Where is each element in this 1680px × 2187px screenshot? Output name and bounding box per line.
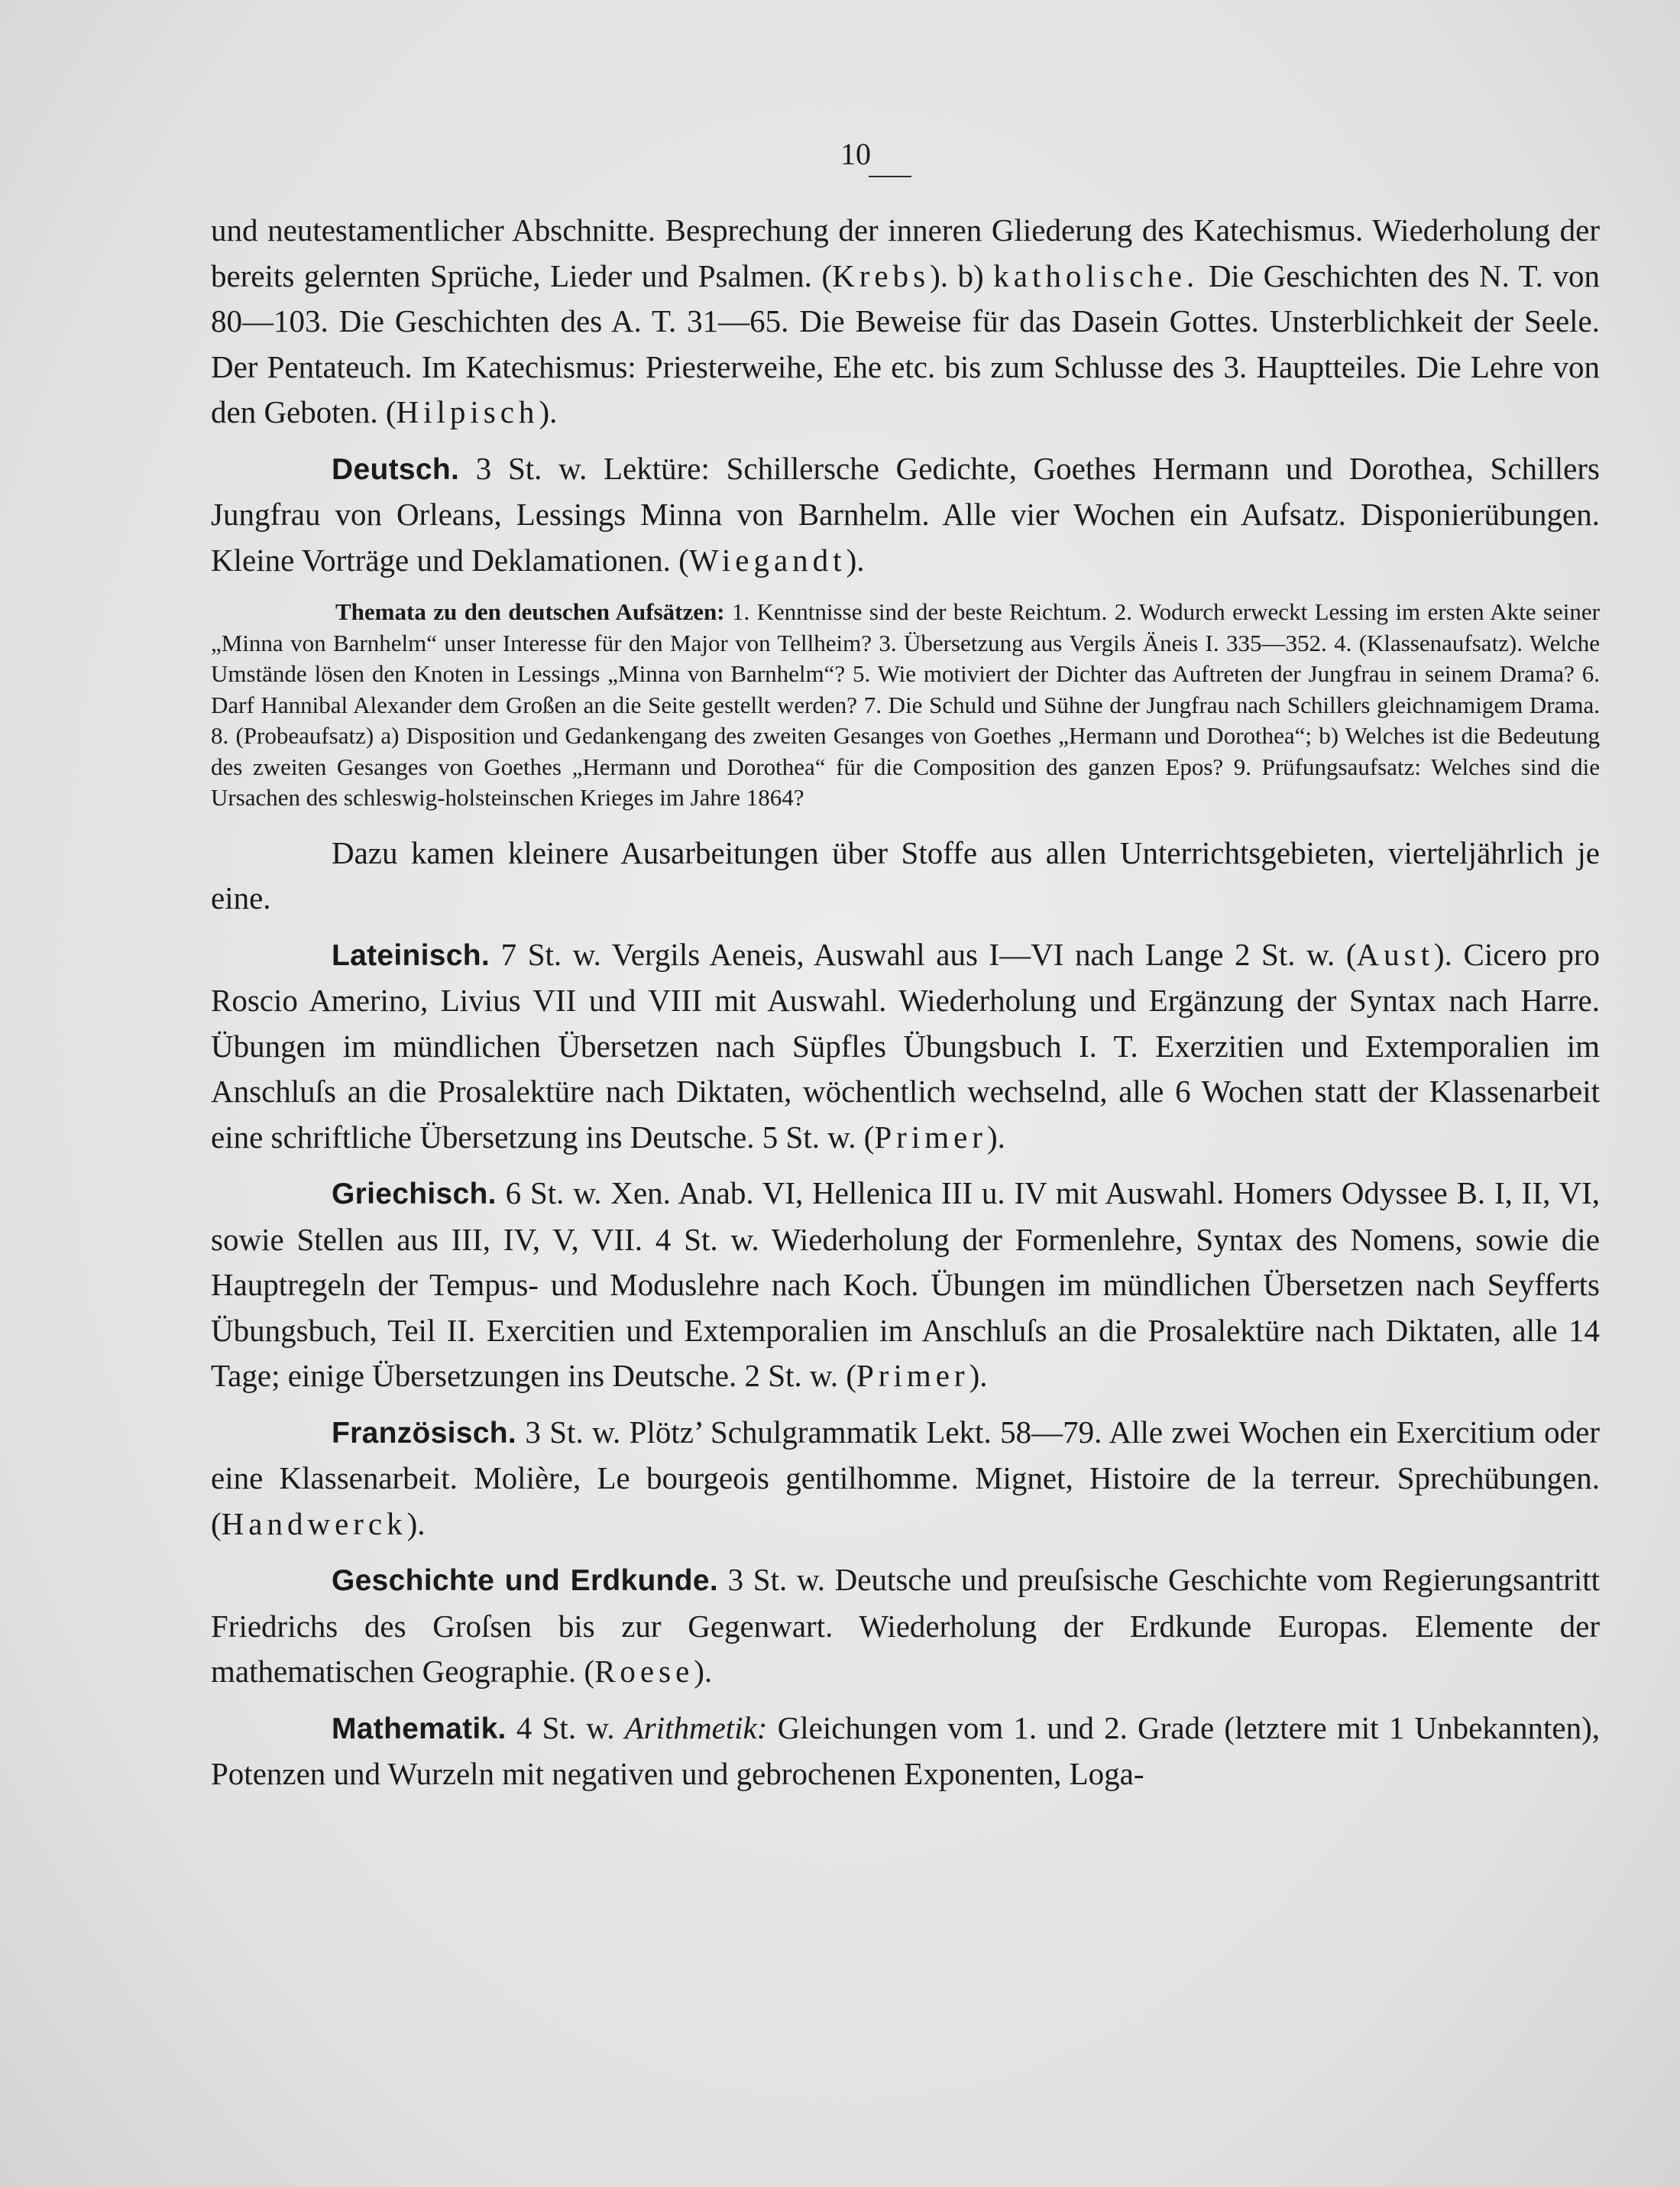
text-run: 4 St. w. <box>506 1709 625 1745</box>
text-run: ). Cicero pro Roscio Amerino, Livius VII und VIII mit Auswahl. Wiederholung und Ergänzung der Syntax nach Harre. Übungen im mündlichen Übersetzen nach Süpfles Übungsbuch I. T. Exerzitien und Extemporalien im Anschluſs an die Prosalektüre nach Diktaten, wöchentlich wechselnd, alle 6 Wochen statt der Klassenarbeit eine schriftliche Übersetzung ins Deutsche. 5 St. w. ( <box>211 936 1600 1155</box>
teacher-name: Aust <box>1356 936 1434 972</box>
deutsch-paragraph <box>211 446 1600 584</box>
teacher-name: Roese <box>594 1654 694 1689</box>
teacher-name: Krebs <box>832 258 931 293</box>
text-run: 3 St. w. Lektüre: Schillersche Gedichte, Goethes Hermann und Dorothea, Schillers Jungfrau von Orleans, Lessings Minna von Barnhelm. Alle vier Wochen ein Aufsatz. Disponierübungen. Kleine Vorträge und Deklamationen. ( <box>211 450 1600 578</box>
subject-heading-geschichte: Geschichte und Erdkunde. <box>332 1564 719 1597</box>
themata-lead: Themata zu den deutschen Aufsätzen: <box>335 598 725 625</box>
griechisch-paragraph <box>211 1171 1600 1399</box>
text-run: 3 St. w. Plötz’ Schulgrammatik Lekt. 58—79. Alle zwei Wochen ein Exercitium oder eine Klassenarbeit. Molière, Le bourgeois gentilhomme. Mignet, Histoire de la terreur. Sprechübungen. ( <box>211 1414 1600 1541</box>
text-run: 1. Kenntnisse sind der beste Reichtum. 2. Wodurch erweckt Lessing im ersten Akte seiner „Minna von Barnhelm“ unser Interesse für den Major von Tellheim? 3. Übersetzung aus Vergils Äneis I. 335—352. 4. (Klassenaufsatz). Welche Umstände lösen den Knoten in Lessings „Minna von Barnhelm“? 5. Wie motiviert der Dichter das Auftreten der Jungfrau in seinem Drama? 6. Darf Hannibal Alexander dem Großen an die Seite gestellt werden? 7. Die Schuld und Sühne der Jungfrau nach Schillers gleichnamigem Drama. 8. (Probeaufsatz) a) Disposition und Gedankengang des zweiten Gesanges von Goethes „Hermann und Dorothea“; b) Welches ist die Bedeutung des zweiten Gesanges von Goethes „Hermann und Dorothea“ für die Composition des ganzen Epos? 9. Prüfungsaufsatz: Welches sind die Ursachen des schleswig-holsteinschen Krieges im Jahre 1864? <box>211 598 1600 811</box>
teacher-name: Wiegandt <box>688 542 846 578</box>
text-run: ). <box>969 1358 988 1393</box>
teacher-name: Hilpisch <box>396 394 539 429</box>
text-run: und neutestamentlicher Abschnitte. Besprechung der inneren Gliederung des Katechismus. Wiederholung der bereits gelernten Sprüche, Lieder und Psalmen. ( <box>211 212 1600 293</box>
page-number-rule <box>869 176 911 177</box>
text-run: ). <box>986 1119 1005 1155</box>
text-run: Gleichungen vom 1. und 2. Grade (letztere mit 1 Unbekannten), Potenzen und Wurzeln mit negativen und gebrochenen Exponenten, Loga- <box>211 1709 1600 1791</box>
franzoesisch-paragraph <box>211 1410 1600 1547</box>
arithmetik-subheading: Arithmetik: <box>624 1709 768 1745</box>
text-run: ). <box>406 1505 426 1541</box>
lateinisch-paragraph <box>211 932 1600 1161</box>
text-run: ). b) <box>930 258 994 293</box>
text-run: 7 St. w. Vergils Aeneis, Auswahl aus I—VI nach Lange 2 St. w. ( <box>490 936 1357 972</box>
text-run: ). <box>694 1654 713 1689</box>
dazu-paragraph: Dazu kamen kleinere Ausarbeitungen über Stoffe aus allen Unterrichtsgebieten, vierteljährlich je eine. <box>211 834 1600 915</box>
text-run: Die Geschichten des N. T. von 80—103. Die Geschichten des A. T. 31—65. Die Beweise für das Dasein Gottes. Unsterblichkeit der Seele. Der Pentateuch. Im Katechismus: Priesterweihe, Ehe etc. bis zum Schlusse des 3. Hauptteiles. Die Lehre von den Geboten. ( <box>211 258 1601 429</box>
page-number: 10 <box>840 137 871 171</box>
subsection-label: katholische. <box>993 258 1199 293</box>
religion-continuation-paragraph <box>211 208 1600 436</box>
mathematik-paragraph <box>211 1706 1600 1797</box>
subject-heading-deutsch: Deutsch. <box>332 452 460 486</box>
teacher-name: Primer <box>856 1358 969 1393</box>
text-run: 6 St. w. Xen. Anab. VI, Hellenica III u. IV mit Auswahl. Homers Odyssee B. I, II, VI, sowie Stellen aus III, IV, V, VII. 4 St. w. Wiederholung der Formenlehre, Syntax des Nomens, sowie die Hauptregeln der Tempus- und Moduslehre nach Koch. Übungen im mündlichen Übersetzen nach Seyfferts Übungsbuch, Teil II. Exercitien und Extemporalien im Anschluſs an die Prosalektüre nach Diktaten, alle 14 Tage; einige Übersetzungen ins Deutsche. 2 St. w. ( <box>211 1175 1600 1393</box>
teacher-name: Primer <box>874 1119 987 1155</box>
text-run: ). <box>846 542 865 578</box>
subject-heading-mathematik: Mathematik. <box>332 1712 507 1745</box>
body-text <box>211 208 1600 1797</box>
text-run: 3 St. w. Deutsche und preuſsische Geschichte vom Regierungsantritt Friedrichs des Groſsen bis zur Gegenwart. Wiederholung der Erdkunde Europas. Elemente der mathematischen Geographie. ( <box>211 1562 1600 1689</box>
geschichte-paragraph <box>211 1557 1600 1695</box>
subject-heading-griechisch: Griechisch. <box>332 1178 497 1210</box>
text-run: ). <box>539 394 558 429</box>
themata-paragraph <box>211 597 1600 814</box>
teacher-name: Handwerck <box>221 1505 407 1541</box>
subject-heading-lateinisch: Lateinisch. <box>332 938 490 972</box>
subject-heading-franzoesisch: Französisch. <box>332 1416 516 1450</box>
